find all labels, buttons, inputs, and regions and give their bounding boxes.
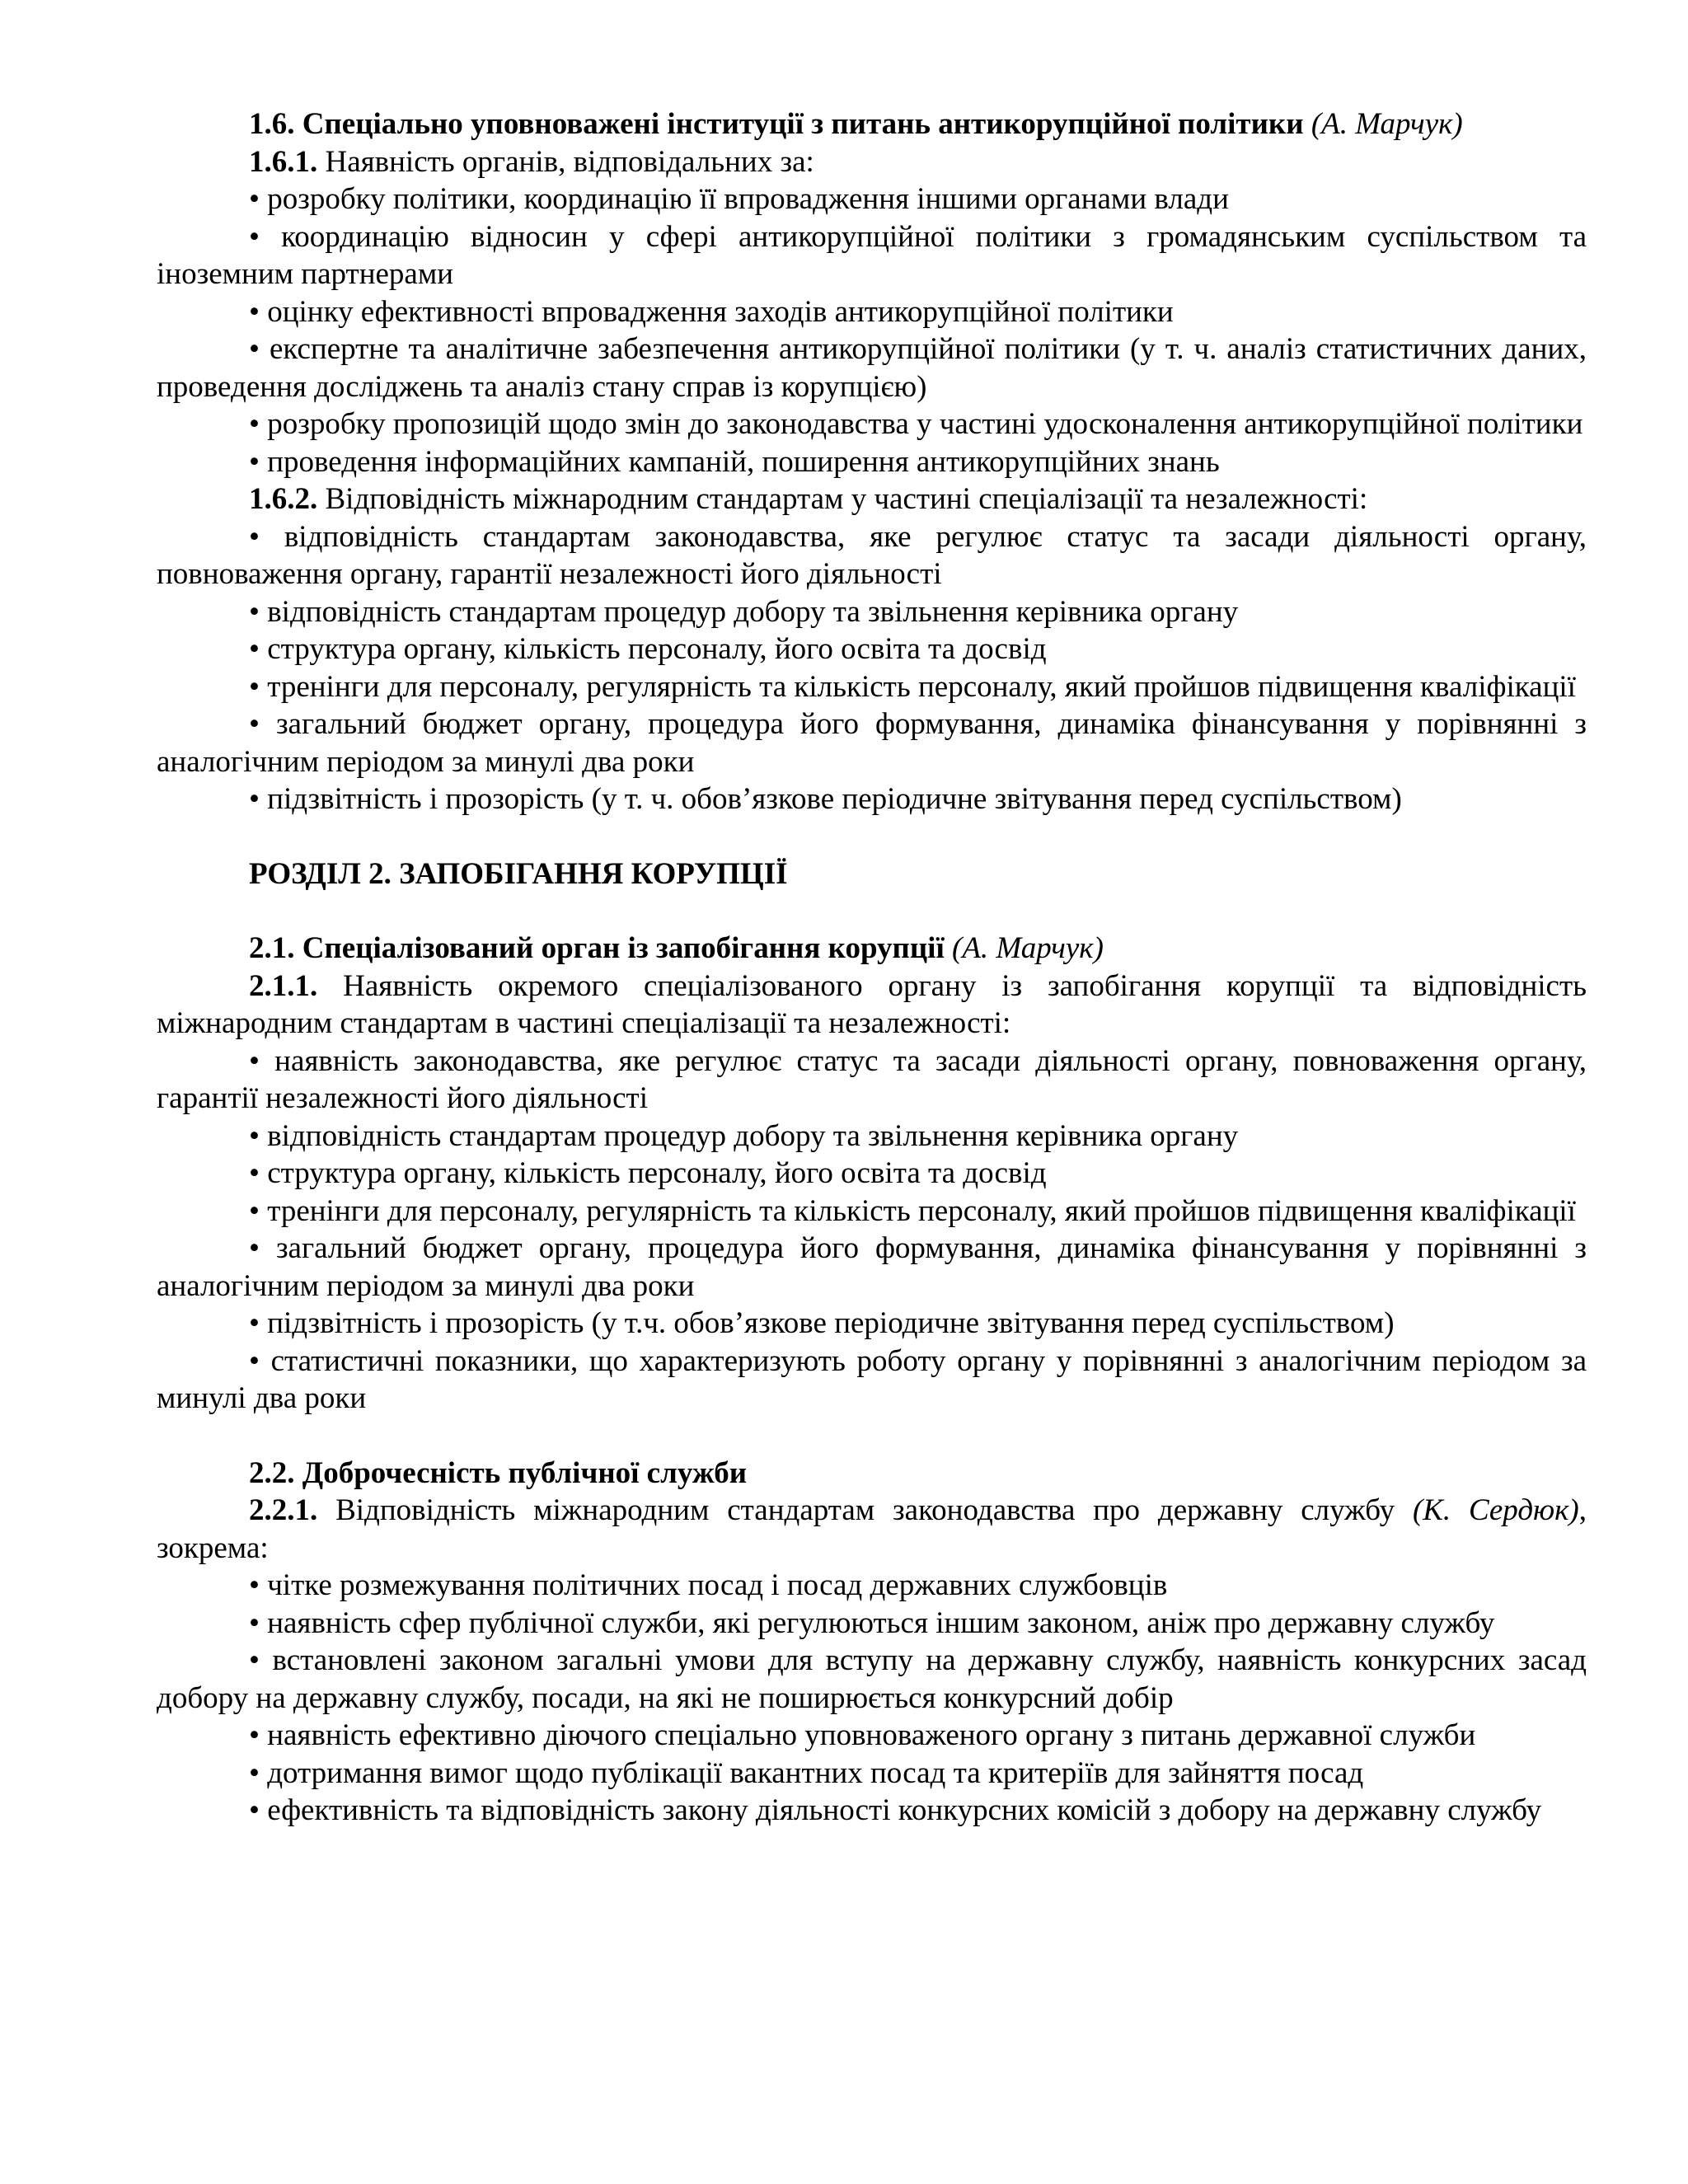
bullet-item: • структура органу, кількість персоналу, його освіта та досвід — [249, 1156, 1047, 1190]
subsection-heading — [157, 930, 1587, 968]
heading-text: 2.1. Спеціалізований орган із запобігання корупції — [249, 931, 945, 965]
bullet-item: • відповідність стандартам законодавства, яке регулює статус та засади діяльності органу, повноваження органу, гарантії незалежності його діяльності — [157, 519, 1587, 591]
bullet-item: • розробку пропозицій щодо змін до законодавства у частині удосконалення антикорупційної політики — [249, 407, 1583, 441]
subsection-heading — [157, 105, 1587, 143]
bullet-item: • загальний бюджет органу, процедура його формування, динаміка фінансування у порівнянні з аналогічним періодом за минулі два роки — [157, 707, 1587, 779]
paragraph-number: 2.1.1. — [249, 968, 318, 1003]
bullet-item: • ефективність та відповідність закону діяльності конкурсних комісій з добору на державну службу — [249, 1793, 1542, 1827]
paragraph-number: 1.6.1. — [249, 144, 318, 179]
numbered-paragraph — [157, 480, 1587, 518]
bullet-item: • тренінги для персоналу, регулярність та кількість персоналу, який пройшов підвищення кваліфікації — [249, 669, 1576, 704]
bullet-item: • наявність сфер публічної служби, які регулюються іншим законом, аніж про державну службу — [249, 1605, 1495, 1640]
bullet-item: • відповідність стандартам процедур добору та звільнення керівника органу — [249, 594, 1239, 629]
bullet-item: • підзвітність і прозорість (у т.ч. обов’язкове періодичне звітування перед суспільством) — [249, 1306, 1395, 1340]
author-name: (К. Сердюк) — [1412, 1493, 1579, 1527]
bullet-item: • наявність законодавства, яке регулює статус та засади діяльності органу, повноваження органу, гарантії незалежності його діяльності — [157, 1043, 1587, 1115]
paragraph-number: 2.2.1. — [249, 1493, 318, 1527]
bullet-item: • експертне та аналітичне забезпечення антикорупційної політики (у т. ч. аналіз статистичних даних, проведення досліджень та аналіз стану справ із корупцією) — [157, 332, 1587, 404]
subsection-heading — [157, 1455, 1587, 1493]
bullet-item: • структура органу, кількість персоналу, його освіта та досвід — [249, 632, 1047, 666]
bullet-item: • статистичні показники, що характеризують роботу органу у порівнянні з аналогічним періодом за минулі два роки — [157, 1343, 1587, 1415]
heading-text: 1.6. Спеціально уповноважені інституції з питань антикорупційної політики — [249, 107, 1304, 141]
paragraph-number: 1.6.2. — [249, 482, 318, 516]
numbered-paragraph — [157, 968, 1587, 1043]
section-title: РОЗДІЛ 2. ЗАПОБІГАННЯ КОРУПЦІЇ — [249, 856, 788, 891]
bullet-item: • дотримання вимог щодо публікації вакантних посад та критеріїв для зайняття посад — [249, 1755, 1364, 1790]
bullet-item: • розробку політики, координацію її впровадження іншими органами влади — [249, 182, 1229, 216]
bullet-item: • відповідність стандартам процедур добору та звільнення керівника органу — [249, 1118, 1239, 1153]
heading-text: 2.2. Доброчесність публічної служби — [249, 1455, 748, 1490]
paragraph-text: Наявність органів, відповідальних за: — [325, 144, 814, 179]
numbered-paragraph — [157, 143, 1587, 181]
bullet-item: • оцінку ефективності впровадження заходів антикорупційної політики — [249, 294, 1174, 329]
paragraph-tail: , зокрема: — [157, 1493, 1587, 1565]
paragraph-text: Відповідність міжнародним стандартам у частині спеціалізації та незалежності: — [325, 482, 1368, 516]
author-name: (А. Марчук) — [952, 931, 1104, 965]
bullet-item: • тренінги для персоналу, регулярність та кількість персоналу, який пройшов підвищення кваліфікації — [249, 1193, 1576, 1228]
bullet-item: • загальний бюджет органу, процедура його формування, динаміка фінансування у порівнянні з аналогічним періодом за минулі два роки — [157, 1231, 1587, 1303]
bullet-item: • проведення інформаційних кампаній, поширення антикорупційних знань — [249, 444, 1220, 479]
bullet-item: • наявність ефективно діючого спеціально уповноваженого органу з питань державної служби — [249, 1718, 1476, 1752]
bullet-item: • чітке розмежування політичних посад і посад державних службовців — [249, 1568, 1168, 1602]
bullet-item: • координацію відносин у сфері антикорупційної політики з громадянським суспільством та іноземним партнерами — [157, 219, 1587, 291]
bullet-item: • підзвітність і прозорість (у т. ч. обов’язкове періодичне звітування перед суспільством) — [249, 782, 1402, 816]
paragraph-text: Відповідність міжнародним стандартам законодавства про державну службу — [335, 1493, 1395, 1527]
paragraph-text: Наявність окремого спеціалізованого органу із запобігання корупції та відповідність міжнародним стандартам в частині спеціалізації та незалежності: — [157, 968, 1587, 1040]
bullet-item: • встановлені законом загальні умови для вступу на державну службу, наявність конкурсних засад добору на державну службу, посади, на які не поширюється конкурсний добір — [157, 1643, 1587, 1715]
numbered-paragraph — [157, 1492, 1587, 1567]
author-name: (А. Марчук) — [1311, 107, 1463, 141]
